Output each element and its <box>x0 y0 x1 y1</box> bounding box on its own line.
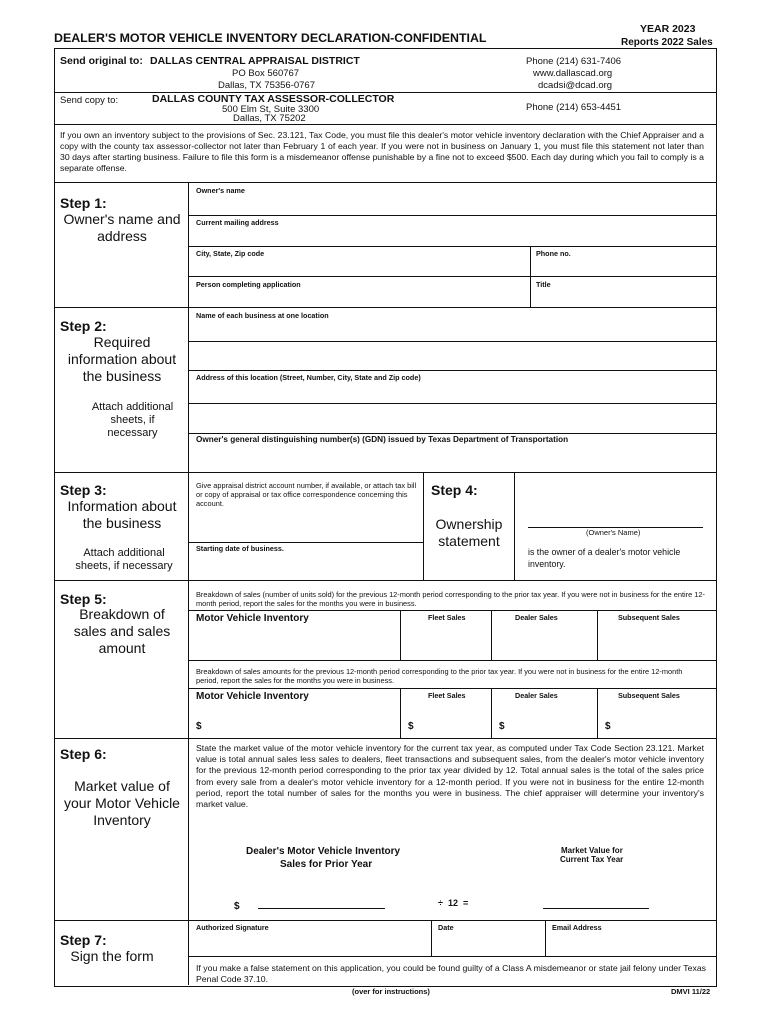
units-col-fleet: Fleet Sales <box>428 613 466 622</box>
location-address-field-2 <box>188 433 716 434</box>
dollar-inventory: $ <box>196 721 202 732</box>
owner-name-field <box>188 215 716 216</box>
sales-label-line2: Sales for Prior Year <box>280 859 373 870</box>
table-col-divider <box>597 610 598 660</box>
person-completing-label: Person completing application <box>196 280 301 289</box>
step4-number: Step 4: <box>431 482 478 498</box>
market-value-text: State the market value of the motor vehicle inventory for the current tax year, as computed under Tax Code Section 23.121. Market value is total annual sales less sales to dealers, fleet transactions and subsequent sales, from the dealer's motor vehicle inventory for the previous 12-month period corresponding to the prior tax year divided by 12. Total annual sales is the total of the sales price from every sale from a dealer's motor vehicle inventory for a 12-month period. If you were not in business for the entire 12-month period, report the total number of sales for the months you were in business. The chief appraiser will determine your inventory's market value. <box>196 743 704 810</box>
form-title: DEALER'S MOTOR VEHICLE INVENTORY DECLARATION-CONFIDENTIAL <box>54 31 487 45</box>
phone-label: Phone no. <box>536 249 571 258</box>
business-name-field-2 <box>188 370 716 371</box>
gdn-label: Owner's general distinguishing number(s) (GDN) issued by Texas Department of Transportation <box>196 435 569 444</box>
send-original-address1: PO Box 560767 <box>232 68 300 79</box>
divider <box>54 580 716 581</box>
owner-name-label: Owner's name <box>196 186 245 195</box>
send-copy-phone: Phone (214) 653-4451 <box>526 102 622 113</box>
step7-number: Step 7: <box>60 932 107 948</box>
table-col-divider <box>400 610 401 660</box>
divider <box>54 124 716 125</box>
divider <box>54 307 716 308</box>
send-original-org: DALLAS CENTRAL APPRAISAL DISTRICT <box>150 55 360 67</box>
table-line <box>188 610 716 611</box>
sign-divider <box>545 920 546 956</box>
step1-number: Step 1: <box>60 195 107 211</box>
amounts-col-inventory: Motor Vehicle Inventory <box>196 691 309 702</box>
city-field <box>188 276 716 277</box>
units-note: Breakdown of sales (number of units sold) for the previous 12-month period corresponding to the prior tax year. If you were not in business for the entire 12-month period, report the sales for the months you were in business. <box>196 590 705 608</box>
send-copy-address2: Dallas, TX 75202 <box>233 113 306 124</box>
divider <box>54 472 716 473</box>
step2-description: Required information about the business <box>67 334 177 384</box>
title-label: Title <box>536 280 551 289</box>
intro-paragraph: If you own an inventory subject to the provisions of Sec. 23.121, Tax Code, you must file this dealer's motor vehicle inventory declaration with the Chief Appraiser and a copy with the county tax assessor-collector not later than February 1 of each year. If you were not in business on January 1, you must file this statement not later than 30 days after starting business. Failure to file this form is a misdemeanor offense punishable by a fine not to exceed $500. Each day during which you fail to comply is a separate offense. <box>60 130 704 173</box>
send-original-address2: Dallas, TX 75356-0767 <box>218 80 315 91</box>
units-col-dealer: Dealer Sales <box>515 613 558 622</box>
false-statement-warning: If you make a false statement on this application, you could be found guilty of a Class A misdemeanor or state jail felony under Texas Penal Code 37.10. <box>196 963 706 984</box>
table-line <box>188 688 716 689</box>
account-number-field <box>188 542 423 543</box>
step3-divider <box>423 472 424 580</box>
account-number-label: Give appraisal district account number, if available, or attach tax bill or copy of appraisal or tax office correspondence concerning this account. <box>196 481 417 508</box>
amounts-col-subsequent: Subsequent Sales <box>618 691 680 700</box>
market-value-input[interactable] <box>543 908 649 909</box>
step4-description: Ownership statement <box>435 516 503 549</box>
step4-divider <box>514 472 515 580</box>
starting-date-label: Starting date of business. <box>196 544 284 553</box>
step5-number: Step 5: <box>60 591 107 607</box>
market-label-line2: Current Tax Year <box>560 855 624 864</box>
reports-year: Reports 2022 Sales <box>621 37 713 48</box>
step1-description: Owner's name and address <box>63 211 181 244</box>
business-name-field <box>188 341 716 342</box>
ownership-text: is the owner of a dealer's motor vehicle inventory. <box>528 547 681 569</box>
table-col-divider <box>597 688 598 738</box>
send-copy-address1: 500 Elm St, Suite 3300 <box>222 104 320 115</box>
table-line <box>188 660 716 661</box>
divider <box>54 182 716 183</box>
step2-attach-note: Attach additional sheets, if necessary <box>91 401 174 439</box>
location-address-field <box>188 403 716 404</box>
over-for-instructions: (over for instructions) <box>352 987 430 996</box>
units-col-inventory: Motor Vehicle Inventory <box>196 613 309 624</box>
table-col-divider <box>491 688 492 738</box>
step3-attach-note: Attach additional sheets, if necessary <box>75 547 173 572</box>
sales-dollar: $ <box>234 901 240 912</box>
owner-name-caption: (Owner's Name) <box>586 528 641 537</box>
market-label-line1: Market Value for <box>561 846 623 855</box>
sign-divider <box>431 920 432 956</box>
send-copy-label: Send copy to: <box>60 95 119 106</box>
amounts-col-fleet: Fleet Sales <box>428 691 466 700</box>
dollar-fleet: $ <box>408 721 414 732</box>
amounts-col-dealer: Dealer Sales <box>515 691 558 700</box>
divider <box>54 920 716 921</box>
amounts-note: Breakdown of sales amounts for the previous 12-month period corresponding to the prior tax year. If you were not in business for the entire 12-month period, report the sales for the months you were in business. <box>196 667 683 685</box>
business-name-label: Name of each business at one location <box>196 311 329 320</box>
email-label: Email Address <box>552 923 602 932</box>
dollar-subsequent: $ <box>605 721 611 732</box>
step7-description: Sign the form <box>70 948 154 964</box>
dollar-dealer: $ <box>499 721 505 732</box>
step3-description: Information about the business <box>67 498 177 531</box>
column-divider <box>188 182 189 985</box>
send-copy-org: DALLAS COUNTY TAX ASSESSOR-COLLECTOR <box>152 93 395 105</box>
signature-label: Authorized Signature <box>196 923 269 932</box>
date-label: Date <box>438 923 454 932</box>
form-number: DMVI 11/22 <box>671 987 711 996</box>
mailing-address-label: Current mailing address <box>196 218 279 227</box>
sales-prior-year-input[interactable] <box>258 908 385 909</box>
step3-number: Step 3: <box>60 482 107 498</box>
step6-number: Step 6: <box>60 746 107 762</box>
divide-by-twelve: ÷ 12 = <box>438 898 469 908</box>
send-original-label: Send original to: <box>60 55 143 67</box>
table-col-divider <box>491 610 492 660</box>
step2-number: Step 2: <box>60 318 107 334</box>
tax-year: YEAR 2023 <box>640 23 696 35</box>
send-original-phone: Phone (214) 631-7406 <box>526 56 622 67</box>
send-original-email[interactable]: dcadsi@dcad.org <box>538 80 613 91</box>
mailing-address-field <box>188 246 716 247</box>
signature-field <box>188 956 716 957</box>
units-col-subsequent: Subsequent Sales <box>618 613 680 622</box>
location-address-label: Address of this location (Street, Number, City, State and Zip code) <box>196 373 421 382</box>
city-state-zip-label: City, State, Zip code <box>196 249 265 258</box>
table-col-divider <box>400 688 401 738</box>
divider <box>54 738 716 739</box>
step5-description: Breakdown of sales and sales amount <box>73 606 171 656</box>
send-original-website[interactable]: www.dallascad.org <box>533 68 613 79</box>
sales-label-line1: Dealer's Motor Vehicle Inventory <box>246 846 401 857</box>
step6-description: Market value of your Motor Vehicle Inventory <box>64 778 180 828</box>
